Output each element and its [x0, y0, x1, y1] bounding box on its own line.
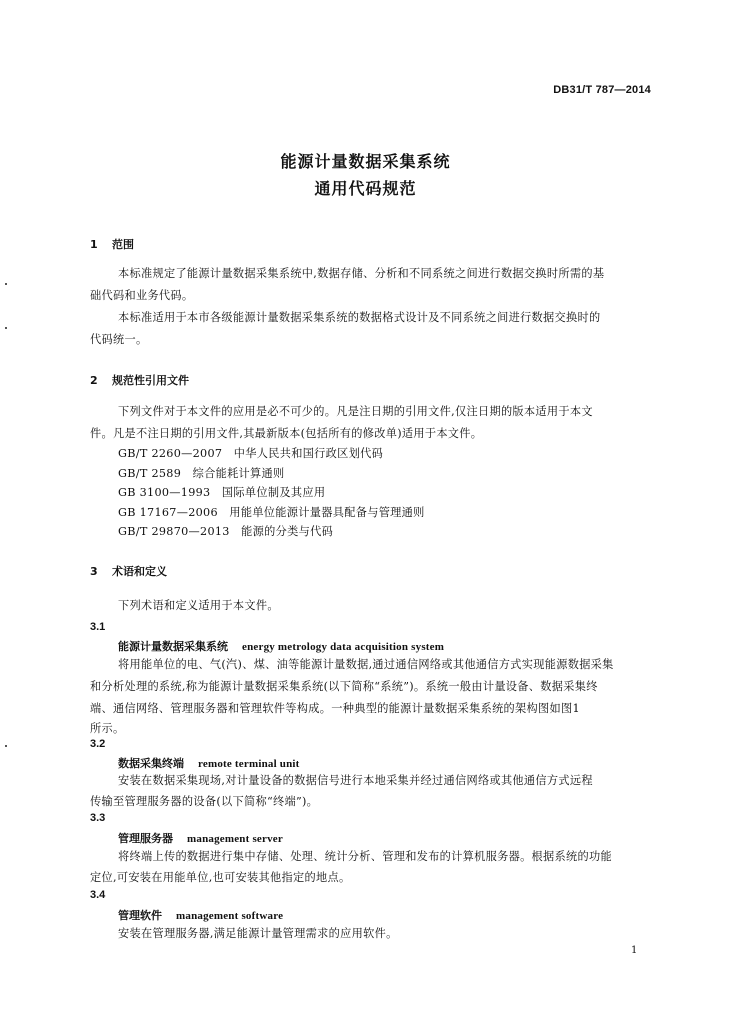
definition-line: 定位,可安装在用能单位,也可安装其他指定的地点。	[90, 871, 351, 884]
document-title: 能源计量数据采集系统	[280, 152, 451, 171]
section-title: 规范性引用文件	[112, 374, 189, 387]
definition-line: 安装在数据采集现场,对计量设备的数据信号进行本地采集并经过通信网络或其他通信方式远程	[118, 774, 593, 787]
paragraph-line: 件。凡是不注日期的引用文件,其最新版本(包括所有的修改单)适用于本文件。	[90, 427, 483, 440]
paragraph-line: 下列文件对于本文件的应用是必不可少的。凡是注日期的引用文件,仅注日期的版本适用于本文	[118, 405, 593, 418]
term-english: remote terminal unit	[198, 758, 300, 770]
definition-line: 将终端上传的数据进行集中存储、处理、统计分析、管理和发布的计算机服务器。根据系统的功能	[118, 850, 612, 863]
definition-line: 端、通信网络、管理服务器和管理软件等构成。一种典型的能源计量数据采集系统的架构图如图1	[90, 702, 580, 715]
term-entry	[118, 907, 283, 923]
term-chinese: 数据采集终端	[118, 757, 184, 770]
scan-mark	[5, 745, 7, 747]
scan-mark	[5, 327, 7, 329]
term-entry	[118, 755, 300, 771]
clause-number: 3.1	[90, 621, 106, 633]
paragraph-line: 本标准适用于本市各级能源计量数据采集系统的数据格式设计及不同系统之间进行数据交换时的	[118, 311, 601, 324]
section-number: 1	[90, 238, 98, 251]
document-subtitle: 通用代码规范	[314, 179, 417, 198]
definition-line: 传输至管理服务器的设备(以下简称“终端”)。	[90, 795, 319, 808]
paragraph-line: 础代码和业务代码。	[90, 289, 194, 302]
clause-number: 3.3	[90, 812, 106, 824]
section-number: 3	[90, 565, 98, 578]
term-english: management software	[176, 910, 284, 922]
definition-line: 和分析处理的系统,称为能源计量数据采集系统(以下简称“系统”)。系统一般由计量设备、数据采集终	[90, 680, 598, 693]
section-number: 2	[90, 374, 98, 387]
term-chinese: 能源计量数据采集系统	[118, 640, 228, 653]
standard-number: DB31/T 787—2014	[553, 84, 651, 96]
term-chinese: 管理服务器	[118, 832, 173, 845]
scan-mark	[5, 283, 7, 285]
paragraph-line: 代码统一。	[90, 333, 148, 346]
clause-number: 3.2	[90, 738, 106, 750]
section-2-heading	[90, 372, 189, 388]
definition-line: 将用能单位的电、气(汽)、煤、油等能源计量数据,通过通信网络或其他通信方式实现能源数据采集	[118, 658, 614, 671]
section-1-heading	[90, 236, 134, 252]
page-number: 1	[631, 945, 638, 956]
term-english: management server	[187, 833, 283, 845]
section-title: 范围	[112, 238, 134, 251]
term-entry	[118, 638, 444, 654]
definition-line: 所示。	[90, 722, 125, 735]
paragraph-line: 下列术语和定义适用于本文件。	[118, 599, 279, 612]
reference-item: GB/T 2260—2007 中华人民共和国行政区划代码	[118, 447, 384, 460]
section-title: 术语和定义	[112, 565, 167, 578]
reference-item: GB 3100—1993 国际单位制及其应用	[118, 486, 326, 499]
definition-line: 安装在管理服务器,满足能源计量管理需求的应用软件。	[118, 927, 398, 940]
section-3-heading	[90, 563, 167, 579]
reference-item: GB/T 2589 综合能耗计算通则	[118, 467, 285, 480]
reference-item: GB 17167—2006 用能单位能源计量器具配备与管理通则	[118, 506, 425, 519]
term-english: energy metrology data acquisition system	[242, 641, 445, 653]
term-chinese: 管理软件	[118, 909, 162, 922]
paragraph-line: 本标准规定了能源计量数据采集系统中,数据存储、分析和不同系统之间进行数据交换时所需的基	[118, 267, 605, 280]
clause-number: 3.4	[90, 889, 106, 901]
term-entry	[118, 830, 283, 846]
reference-item: GB/T 29870—2013 能源的分类与代码	[118, 525, 334, 538]
